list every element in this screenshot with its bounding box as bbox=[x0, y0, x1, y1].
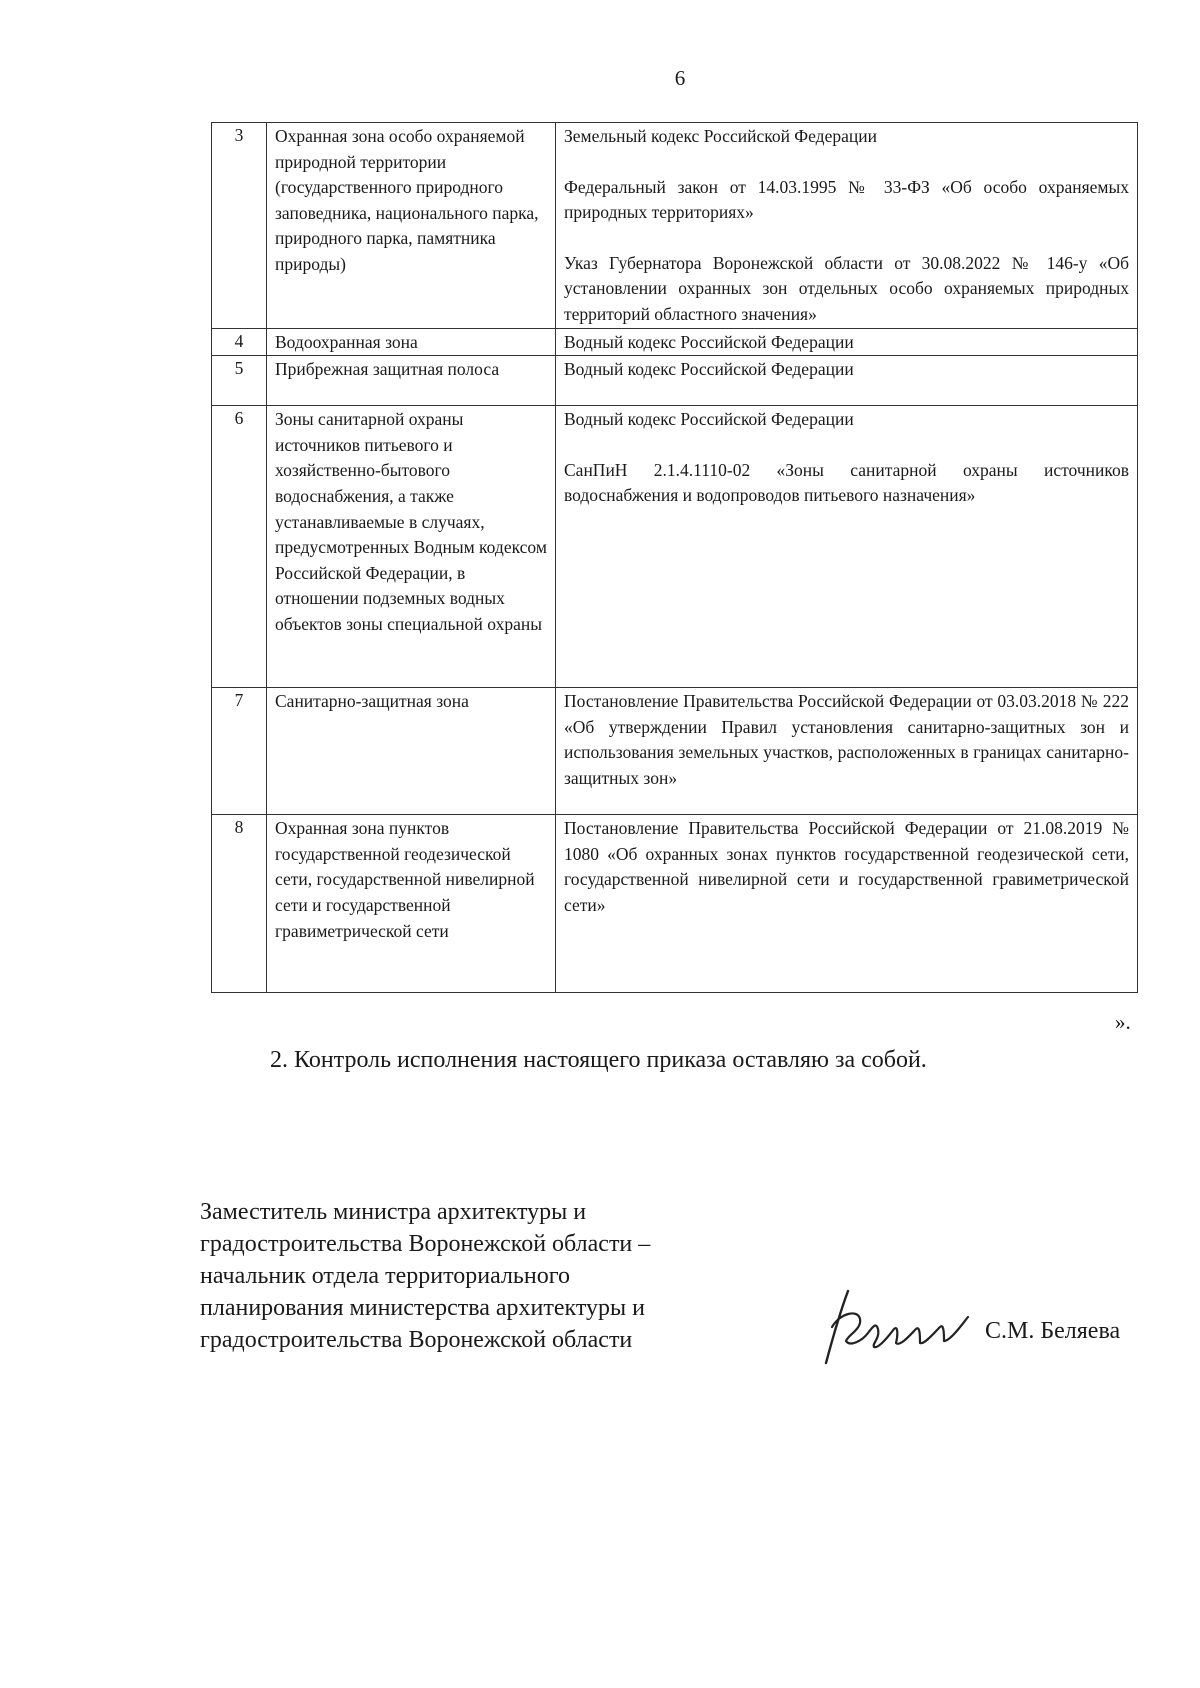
signatory-line: планирования министерства архитектуры и bbox=[200, 1295, 645, 1321]
table-row bbox=[212, 688, 1138, 815]
law-item: Указ Губернатора Воронежской области от 30.08.2022 № 146-у «Об установлении охранных зон отдельных особо охраняемых природных территорий областного значения» bbox=[564, 252, 1129, 324]
law-item: Постановление Правительства Российской Федерации от 21.08.2019 № 1080 «Об охранных зонах пунктов государственной геодезической сети, государственной нивелирной сети и государственной гравиметрической сети» bbox=[564, 818, 1129, 915]
signatory-line: градостроительства Воронежской области – bbox=[200, 1231, 651, 1257]
law-item: Земельный кодекс Российской Федерации bbox=[564, 126, 877, 146]
law-item: Водный кодекс Российской Федерации bbox=[564, 331, 854, 352]
law-item: Постановление Правительства Российской Федерации от 03.03.2018 № 222 «Об утверждении Правил установления санитарно-защитных зон и использования земельных участков, расположенных в границах санитарно-защитных зон» bbox=[564, 691, 1129, 788]
legal-basis bbox=[556, 356, 1138, 406]
legal-basis bbox=[556, 406, 1138, 688]
zone-name: Охранная зона пунктов государственной геодезической сети, государственной нивелирной сети и государственной гравиметрической сети bbox=[267, 815, 556, 993]
page-number: 6 bbox=[674, 66, 686, 90]
row-number: 5 bbox=[212, 356, 267, 406]
signatory-line: градостроительства Воронежской области bbox=[200, 1327, 633, 1353]
signer-name: С.М. Беляева bbox=[985, 1318, 1121, 1344]
law-item: Федеральный закон от 14.03.1995 № 33-ФЗ «Об особо охраняемых природных территориях» bbox=[564, 176, 1129, 223]
handwritten-signature bbox=[820, 1283, 980, 1367]
zone-name: Прибрежная защитная полоса bbox=[267, 356, 556, 406]
row-number: 8 bbox=[212, 815, 267, 993]
law-item: Водный кодекс Российской Федерации bbox=[564, 359, 854, 380]
table-row bbox=[212, 406, 1138, 688]
law-item: СанПиН 2.1.4.1110-02 «Зоны санитарной охраны источников водоснабжения и водопроводов питьевого назначения» bbox=[564, 459, 1129, 506]
table-row bbox=[212, 815, 1138, 993]
legal-basis bbox=[556, 328, 1138, 356]
signatory-position bbox=[200, 1196, 650, 1356]
law-item: Водный кодекс Российской Федерации bbox=[564, 409, 854, 430]
closing-quote: ». bbox=[1115, 1010, 1131, 1034]
legal-basis bbox=[556, 123, 1138, 329]
table-row bbox=[212, 356, 1138, 406]
legal-basis bbox=[556, 815, 1138, 993]
zone-name: Водоохранная зона bbox=[267, 328, 556, 356]
zone-name: Охранная зона особо охраняемой природной территории (государственного природного заповедника, национального парка, природного парка, памятника природы) bbox=[267, 123, 556, 329]
zone-name: Зоны санитарной охраны источников питьевого и хозяйственно-бытового водоснабжения, а также устанавливаемые в случаях, предусмотренных Водным кодексом Российской Федерации, в отношении подземных водных объектов зоны специальной охраны bbox=[267, 406, 556, 688]
row-number: 4 bbox=[212, 328, 267, 356]
legal-basis bbox=[556, 688, 1138, 815]
row-number: 3 bbox=[212, 123, 267, 329]
table-row bbox=[212, 123, 1138, 329]
signatory-line: Заместитель министра архитектуры и bbox=[200, 1199, 587, 1225]
zone-name: Санитарно-защитная зона bbox=[267, 688, 556, 815]
table-row bbox=[212, 328, 1138, 356]
legal-basis-table bbox=[211, 122, 1138, 993]
control-paragraph: 2. Контроль исполнения настоящего приказа оставляю за собой. bbox=[270, 1047, 927, 1073]
row-number: 6 bbox=[212, 406, 267, 688]
signatory-line: начальник отдела территориального bbox=[200, 1263, 570, 1289]
row-number: 7 bbox=[212, 688, 267, 815]
